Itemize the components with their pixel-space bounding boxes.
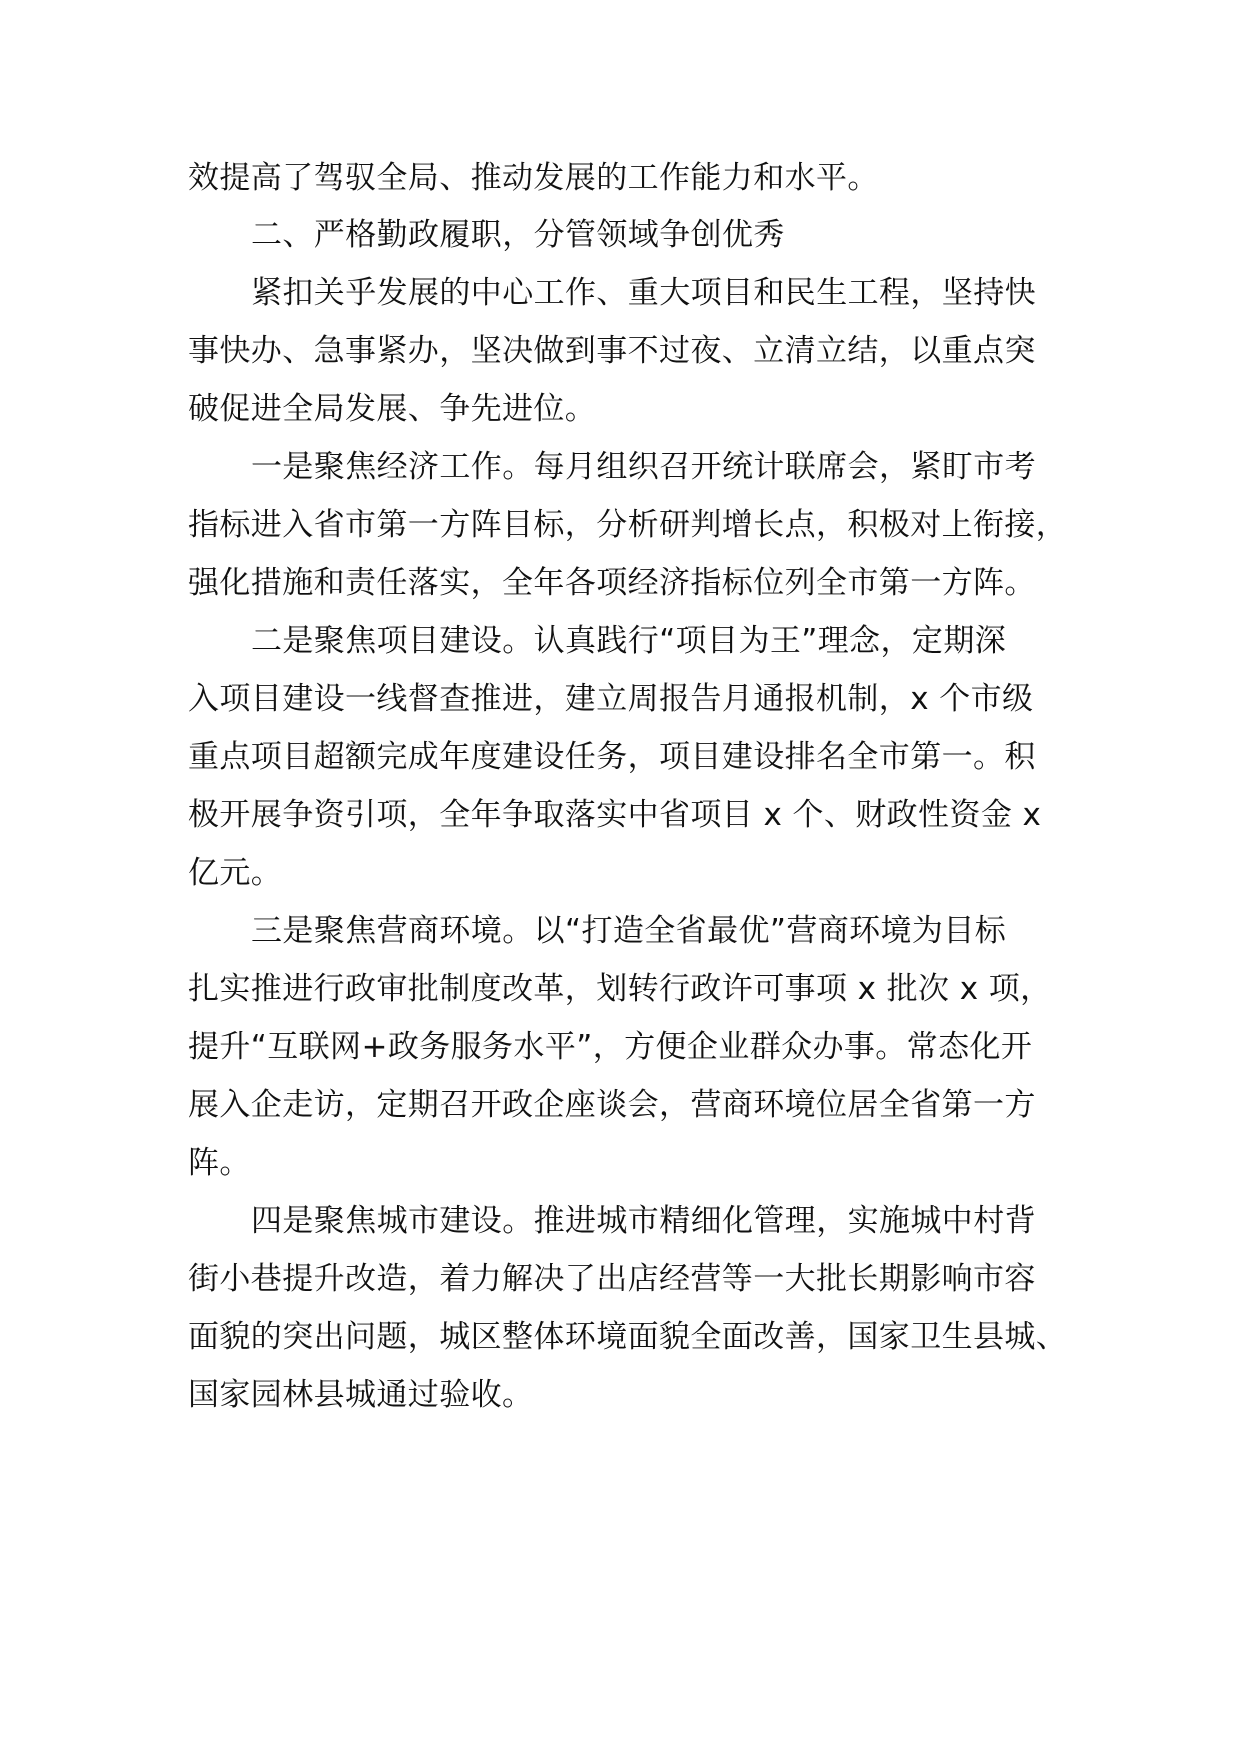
text-line: 国家园林县城通过验收。	[188, 1377, 534, 1413]
text-line: 入项目建设一线督查推进，建立周报告月通报机制，x 个市级	[188, 681, 1034, 717]
text-line: 重点项目超额完成年度建设任务，项目建设排名全市第一。积	[188, 739, 1036, 775]
text-line: 事快办、急事紧办，坚决做到事不过夜、立清立结，以重点突	[188, 333, 1036, 369]
text-line: 效提高了驾驭全局、推动发展的工作能力和水平。	[188, 160, 879, 196]
text-line: 展入企走访，定期召开政企座谈会，营商环境位居全省第一方	[188, 1087, 1036, 1123]
text-line: 面貌的突出问题，城区整体环境面貌全面改善，国家卫生县城、	[188, 1319, 1068, 1355]
text-line: 提升“互联网+政务服务水平”，方便企业群众办事。常态化开	[188, 1029, 1033, 1065]
text-line: 街小巷提升改造，着力解决了出店经营等一大批长期影响市容	[188, 1261, 1036, 1297]
text-line: 扎实推进行政审批制度改革，划转行政许可事项 x 批次 x 项，	[188, 971, 1052, 1007]
text-line: 强化措施和责任落实，全年各项经济指标位列全市第一方阵。	[188, 565, 1036, 601]
text-line: 二是聚焦项目建设。认真践行“项目为王”理念，定期深	[251, 623, 1007, 659]
text-line: 极开展争资引项，全年争取落实中省项目 x 个、财政性资金 x	[188, 797, 1042, 833]
text-line: 阵。	[188, 1145, 251, 1181]
text-line: 四是聚焦城市建设。推进城市精细化管理，实施城中村背	[251, 1203, 1036, 1239]
text-line: 一是聚焦经济工作。每月组织召开统计联席会，紧盯市考	[251, 449, 1036, 485]
text-line: 破促进全局发展、争先进位。	[188, 391, 597, 427]
text-line: 三是聚焦营商环境。以“打造全省最优”营商环境为目标	[251, 913, 1007, 949]
text-line: 紧扣关乎发展的中心工作、重大项目和民生工程，坚持快	[251, 275, 1036, 311]
text-line: 指标进入省市第一方阵目标，分析研判增长点，积极对上衔接，	[188, 507, 1068, 543]
text-line: 亿元。	[188, 855, 283, 891]
section-heading: 二、严格勤政履职，分管领域争创优秀	[251, 217, 785, 253]
